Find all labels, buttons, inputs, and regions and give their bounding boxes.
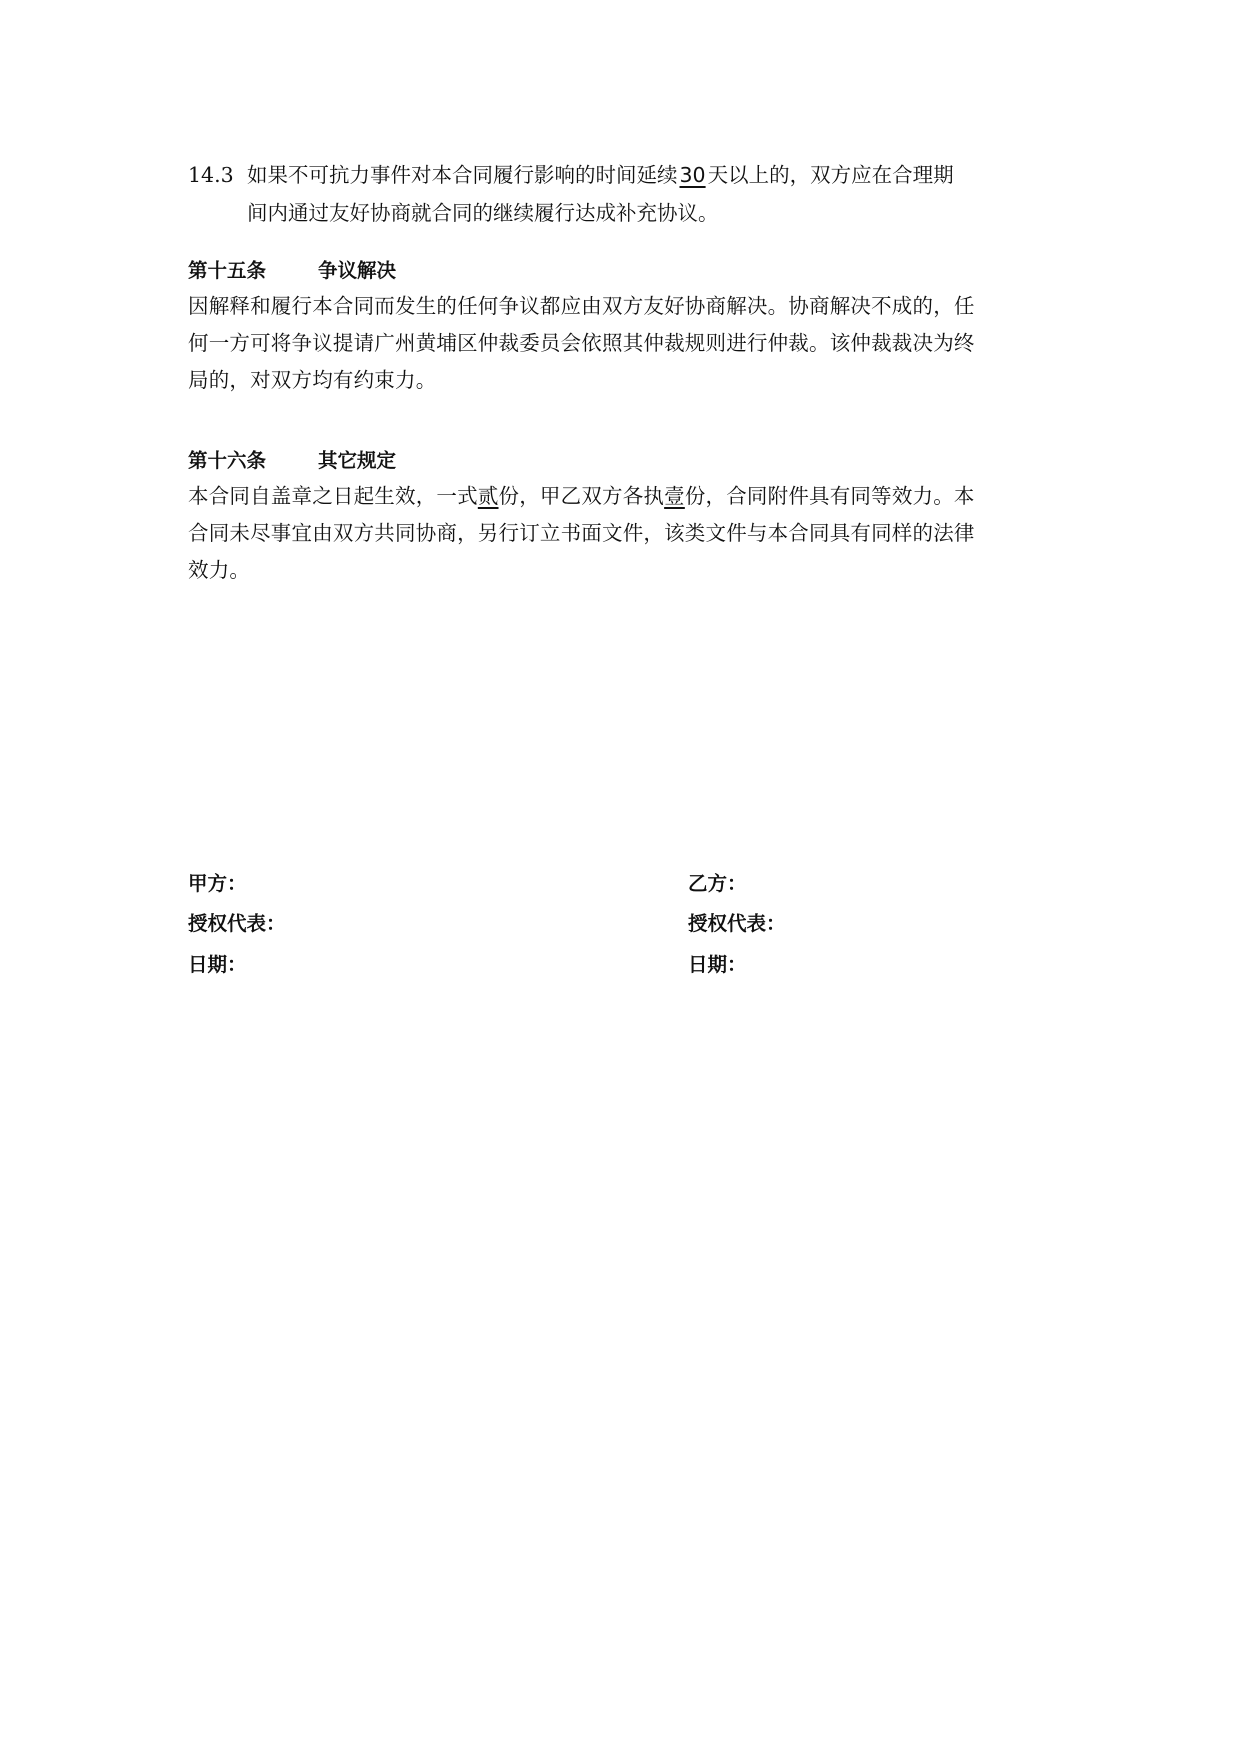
party-a-rep-label: 授权代表： (188, 912, 286, 935)
body-text: 本合同自盖章之日起生效，一式 (188, 484, 478, 508)
party-a-date-label: 日期： (188, 953, 247, 976)
article-16-line1 (188, 479, 1063, 514)
party-b-date-label: 日期： (688, 953, 747, 976)
article-title: 其它规定 (318, 449, 397, 472)
article-number: 第十五条 (188, 259, 267, 282)
article-15-line1: 因解释和履行本合同而发生的任何争议都应由双方友好协商解决。协商解决不成的，任 (188, 294, 975, 318)
party-b-label: 乙方： (688, 872, 747, 895)
article-15-heading (188, 256, 396, 286)
days-fill-value: 30 (679, 163, 706, 187)
body-text: 份，甲乙双方各执 (498, 484, 665, 508)
article-16-line3: 效力。 (188, 558, 251, 582)
clause-number: 14.3 (188, 163, 234, 187)
article-15-line3: 局的，对双方均有约束力。 (188, 368, 437, 392)
article-number: 第十六条 (188, 449, 267, 472)
copies-total-fill: 贰 (477, 484, 499, 508)
party-b-rep-label: 授权代表： (688, 912, 786, 935)
article-title: 争议解决 (318, 259, 397, 282)
clause-14-3-line2: 间内通过友好协商就合同的继续履行达成补充协议。 (247, 201, 719, 225)
article-15-line2: 何一方可将争议提请广州黄埔区仲裁委员会依照其仲裁规则进行仲裁。该仲裁裁决为终 (188, 331, 975, 355)
article-16-heading (188, 446, 396, 476)
party-a-label: 甲方： (188, 872, 247, 895)
article-16-line2: 合同未尽事宜由双方共同协商，另行订立书面文件，该类文件与本合同具有同样的法律 (188, 521, 975, 545)
body-text: 份，合同附件具有同等效力。本 (684, 484, 975, 508)
clause-14-3-line1 (188, 158, 1063, 193)
copies-each-fill: 壹 (664, 484, 685, 508)
clause-text: 天以上的，双方应在合理期 (707, 163, 954, 187)
clause-text: 如果不可抗力事件对本合同履行影响的时间延续 (247, 163, 678, 187)
